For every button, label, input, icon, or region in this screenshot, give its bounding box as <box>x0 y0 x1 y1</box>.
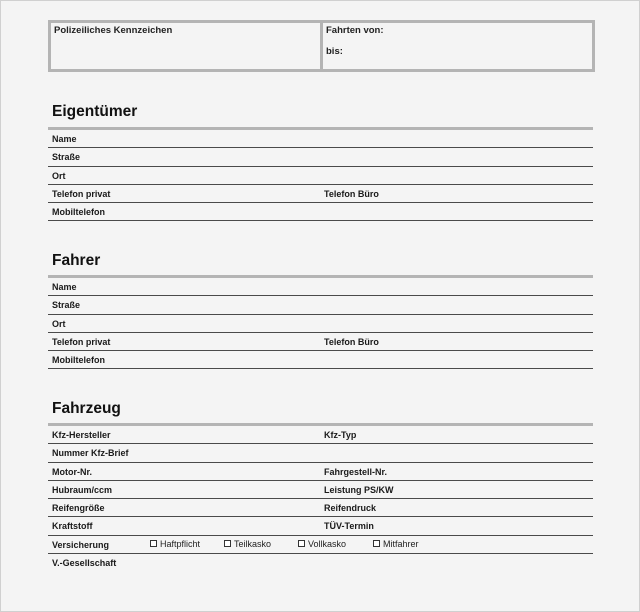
owner-phone-private-label: Telefon privat <box>52 188 111 199</box>
vehicle-tire-row[interactable] <box>48 499 593 517</box>
vehicle-registration-label: Nummer Kfz-Brief <box>52 448 129 459</box>
driver-phone-private-label: Telefon privat <box>52 336 111 347</box>
plate-field[interactable] <box>51 23 323 69</box>
vehicle-engine-label: Motor-Nr. <box>52 466 92 477</box>
insurance-option-label: Mitfahrer <box>383 538 419 549</box>
insurance-option-label: Haftpflicht <box>160 538 201 549</box>
to-label: bis: <box>326 46 343 57</box>
checkbox-icon[interactable] <box>373 540 380 547</box>
owner-street-label: Straße <box>52 152 81 163</box>
insurance-option-partial[interactable] <box>224 539 271 549</box>
vehicle-rows <box>48 426 593 572</box>
owner-mobile-row[interactable] <box>48 203 593 221</box>
checkbox-icon[interactable] <box>298 540 305 547</box>
owner-rows <box>48 130 593 221</box>
insurance-option-passenger[interactable] <box>373 539 419 549</box>
driver-phone-office-label: Telefon Büro <box>324 336 379 347</box>
owner-name-label: Name <box>52 134 77 144</box>
vehicle-insurance-label: Versicherung <box>52 539 110 550</box>
driver-section-title: Fahrer <box>52 252 101 269</box>
owner-name-row[interactable] <box>48 130 593 148</box>
vehicle-manufacturer-row[interactable] <box>48 426 593 444</box>
vehicle-fuel-row[interactable] <box>48 517 593 535</box>
insurance-option-label: Vollkasko <box>308 538 347 549</box>
vehicle-power-label: Leistung PS/KW <box>324 484 394 495</box>
vehicle-chassis-label: Fahrgestell-Nr. <box>324 466 388 477</box>
vehicle-fuel-label: Kraftstoff <box>52 521 93 532</box>
owner-phone-row[interactable] <box>48 185 593 203</box>
insurance-option-liability[interactable] <box>150 539 200 549</box>
trip-period-field[interactable] <box>323 23 592 69</box>
driver-phone-row[interactable] <box>48 333 593 351</box>
header-box <box>48 20 595 72</box>
plate-label: Polizeiliches Kennzeichen <box>54 25 173 36</box>
driver-city-row[interactable] <box>48 315 593 333</box>
vehicle-tire-size-label: Reifengröße <box>52 503 105 514</box>
vehicle-engine-row[interactable] <box>48 463 593 481</box>
driver-name-label: Name <box>52 282 77 292</box>
checkbox-icon[interactable] <box>224 540 231 547</box>
vehicle-tuev-label: TÜV-Termin <box>324 521 374 532</box>
owner-section-title: Eigentümer <box>52 103 138 120</box>
vehicle-insurer-label: V.-Gesellschaft <box>52 558 117 569</box>
driver-street-label: Straße <box>52 300 81 311</box>
vehicle-displacement-label: Hubraum/ccm <box>52 484 113 495</box>
vehicle-displacement-row[interactable] <box>48 481 593 499</box>
vehicle-tire-pressure-label: Reifendruck <box>324 503 377 514</box>
owner-city-label: Ort <box>52 170 66 181</box>
vehicle-manufacturer-label: Kfz-Hersteller <box>52 430 111 440</box>
owner-phone-office-label: Telefon Büro <box>324 188 379 199</box>
from-label: Fahrten von: <box>326 25 384 36</box>
vehicle-type-label: Kfz-Typ <box>324 430 357 440</box>
vehicle-insurance-row <box>48 536 593 554</box>
driver-city-label: Ort <box>52 318 66 329</box>
insurance-option-full[interactable] <box>298 539 346 549</box>
driver-name-row[interactable] <box>48 278 593 296</box>
vehicle-registration-row[interactable] <box>48 444 593 462</box>
vehicle-section-title: Fahrzeug <box>52 400 121 417</box>
owner-street-row[interactable] <box>48 148 593 166</box>
owner-city-row[interactable] <box>48 167 593 185</box>
driver-mobile-row[interactable] <box>48 351 593 369</box>
insurance-option-label: Teilkasko <box>234 538 272 549</box>
driver-street-row[interactable] <box>48 296 593 314</box>
checkbox-icon[interactable] <box>150 540 157 547</box>
driver-mobile-label: Mobiltelefon <box>52 355 105 366</box>
owner-mobile-label: Mobiltelefon <box>52 207 105 218</box>
driver-rows <box>48 278 593 369</box>
vehicle-insurer-row[interactable] <box>48 554 593 572</box>
